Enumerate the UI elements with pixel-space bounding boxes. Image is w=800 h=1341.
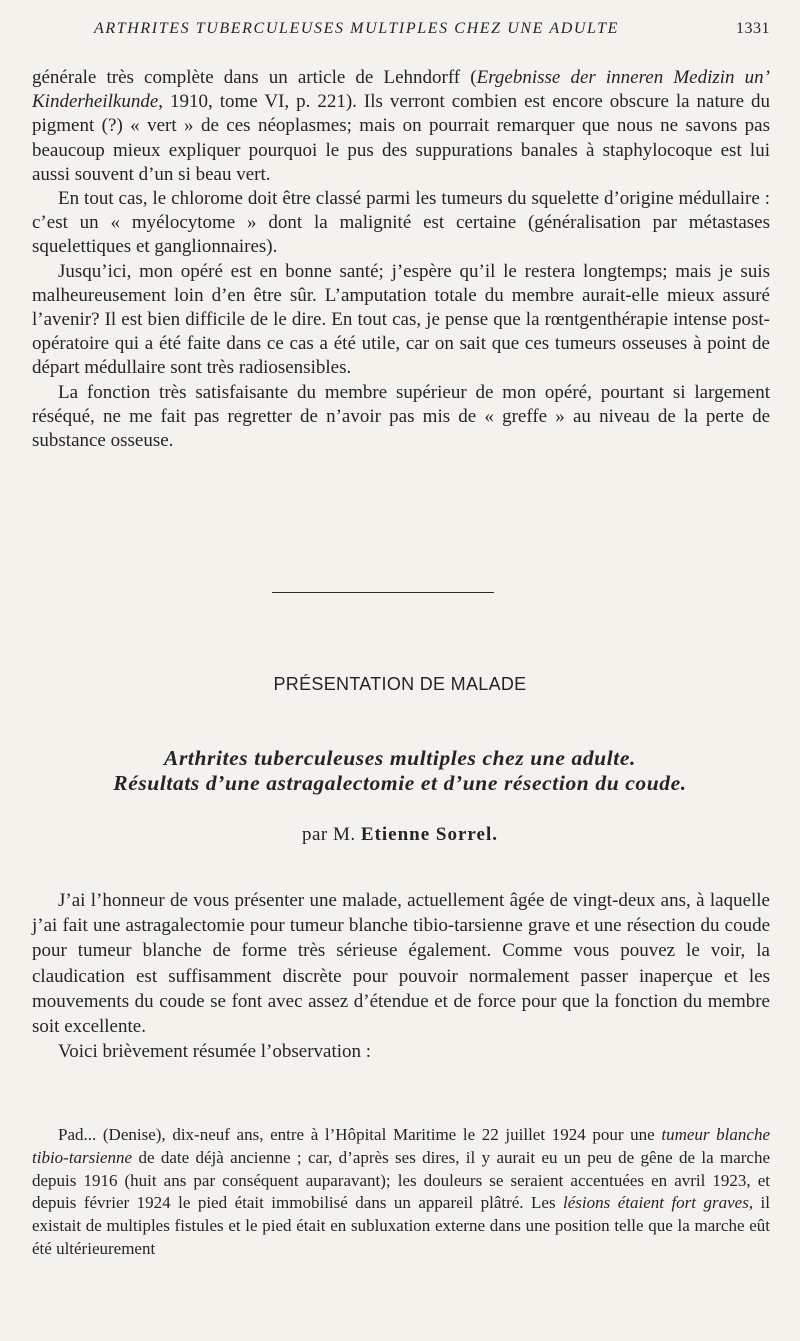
- byline-prefix: par M.: [302, 824, 356, 845]
- paragraph: Voici brièvement résumée l’observation :: [58, 1041, 372, 1063]
- text-run: , 1910, tome VI, p. 221). Ils verront combien est encore obscure la nature du pigment (?) « vert » de ces néoplasmes; mais on pourrait remarquer que nous ne savons pas beaucoup mieux expliquer pourquoi le pus des suppurations banales à staphylocoque est lui aussi souvent d’un si beau vert.: [32, 91, 770, 185]
- paragraph: En tout cas, le chlorome doit être classé parmi les tumeurs du squelette d’origine médullaire : c’est un « myélocytome » dont la malignité est certaine (généralisation par métastases squelettiques et ganglionnaires).: [32, 188, 770, 258]
- text-run: Pad... (Denise), dix-neuf ans, entre à l’Hôpital Maritime le 22 juillet 1924 pour une: [58, 1125, 662, 1144]
- paragraph: La fonction très satisfaisante du membre supérieur de mon opéré, pourtant si largement réséqué, ne me fait pas regretter de n’avoir pas mis de « greffe » au niveau de la perte de substance osseuse.: [32, 381, 770, 452]
- section-heading: PRÉSENTATION DE MALADE: [273, 674, 527, 694]
- text-run: générale très complète dans un article de Lehndorff (: [32, 67, 477, 88]
- clinical-observation: [32, 1124, 770, 1261]
- article-title-line-2: Résultats d’une astragalectomie et d’une résection du coude.: [113, 771, 687, 795]
- running-head: [60, 20, 770, 44]
- author-name: Etienne Sorrel.: [360, 824, 498, 845]
- running-title: ARTHRITES TUBERCULEUSES MULTIPLES CHEZ UNE ADULTE: [94, 20, 620, 37]
- paragraph: J’ai l’honneur de vous présenter une malade, actuellement âgée de vingt-deux ans, à laquelle j’ai fait une astragalectomie pour tumeur blanche tibio-tarsienne grave et une résection du coude pour tumeur blanche de forme très sérieuse également. Comme vous pouvez le voir, la claudication est suffisamment discrète pour pouvoir normalement passer inaperçue et les mouvements du coude se font avec assez d’étendue et de force pour que la fonction du membre soit excellente.: [32, 890, 770, 1038]
- paragraph: [32, 66, 770, 187]
- page-number: 1331: [736, 20, 770, 37]
- paragraph: Jusqu’ici, mon opéré est en bonne santé; j’espère qu’il le restera longtemps; mais je suis malheureusement loin d’en être sûr. L’amputation totale du membre aurait-elle mieux assuré l’avenir? Il est bien difficile de le dire. En tout cas, je pense que la rœntgenthérapie intense post-opératoire qui a été faite dans ce cas a été utile, car on sait que ces tumeurs osseuses à point de départ médullaire sont très radiosensibles.: [32, 260, 770, 379]
- section-divider: [272, 592, 494, 593]
- diagnosis-emphasis: tumeur blanche tibio-tarsienne: [32, 1125, 770, 1167]
- article-body: [32, 888, 770, 1064]
- citation-title: Ergebnisse der inneren Medizin un’ Kinderheilkunde: [32, 67, 770, 113]
- article-title-line-1: Arthrites tuberculeuses multiples chez une adulte.: [164, 746, 636, 770]
- previous-article-conclusion: [32, 66, 770, 453]
- article-title: [0, 746, 800, 796]
- text-run: de date déjà ancienne ; car, d’après ses dires, il y aurait eu un peu de gêne de la marche depuis 1916 (huit ans par conséquent auparavant); les douleurs se seraient accentuées en avril 1923, et depuis février 1924 le pied était immobilisé dans un appareil plâtré. Les: [32, 1147, 770, 1213]
- text-run: , il existait de multiples fistules et le pied était en subluxation externe dans une position telle que la marche eût été ultérieurement: [32, 1193, 770, 1258]
- byline: [0, 824, 800, 846]
- severity-emphasis: lésions étaient fort graves: [563, 1193, 749, 1213]
- paragraph: [32, 1124, 770, 1261]
